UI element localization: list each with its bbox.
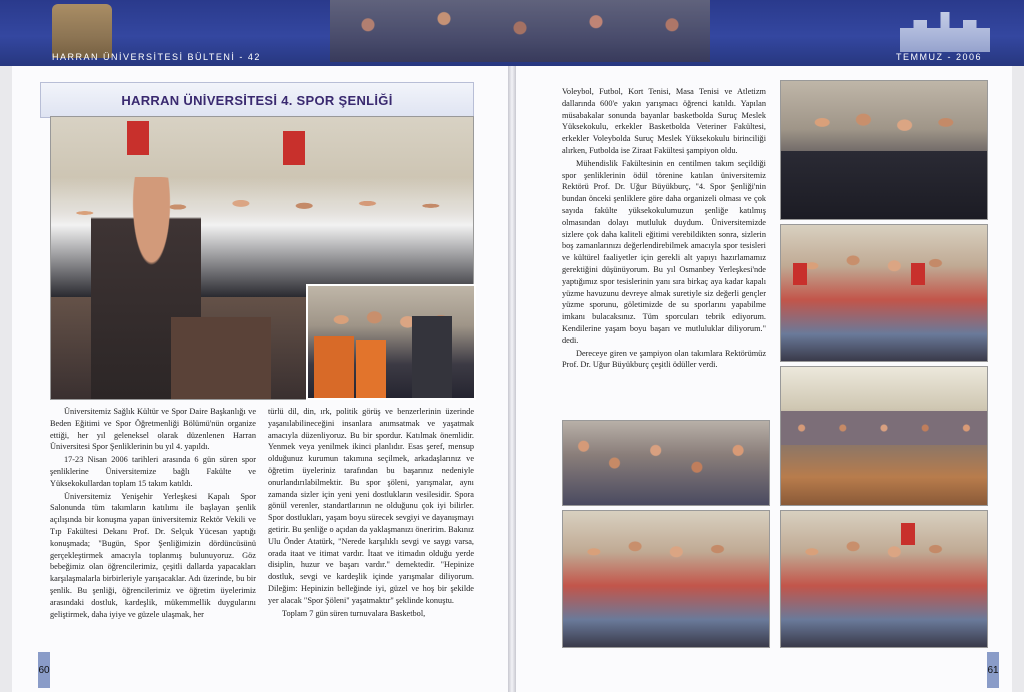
photo-basketball-team <box>780 224 988 362</box>
text-column-3 <box>562 86 766 372</box>
photo-audience-crowd <box>562 420 770 506</box>
paragraph: türlü dil, din, ırk, politik görüş ve benzerlerinin üzerinde yaşanılabilineceğini insanlara anımsatmak ve yaşatmak amacıyla düzenliyoruz. Bu bir spordur. Katılmak önemlidir. Yenmek veya yenilmek ikinci planlıdır. Esas şeref, mensup olduğunuz kurumun takımına seçilmek, arkadaşlarınız ve öğretim üyeleriniz tarafından bu başarınız nedeniyle onurlandırılabilmektir. Bu spor şöleni, yarışmalar, aynı zamanda sizler için yeni yeni dostlukların vesilesidir. Spora gönül verenler, standartlarının ne olduğunu çok iyi bilirler. Spor dostlukları, yaşam boyu sürecek sevgiyi ve dayanışmayı getirir. Bu şenliğe o açıdan da yaklaşmanızı öneririm. Bakınız Ulu Önder Atatürk, "Nerede karşılıklı sevgi ve saygı varsa, orada itaat ve itimat vardır. İtaat ve itimadın olduğu yerde disiplin, huzur ve başarı vardır." demektedir. "Hepinize dostluk, sevgi ve kardeşlik içinde yarışmalar diliyorum. Dileğim: Hepinizin belleğinde iyi, güzel ve hoş bir şekilde yer alacak "Spor Şöleni" yaşatmaktır" şeklinde konuştu. <box>268 407 474 605</box>
photo-volleyball-team <box>562 510 770 648</box>
photo-volleyball-court <box>780 366 988 506</box>
flag-image <box>283 131 305 165</box>
article-title-box <box>40 82 474 118</box>
castle-logo-image <box>900 12 990 52</box>
header-banner <box>0 0 1024 66</box>
flag-image <box>127 121 149 155</box>
paragraph: Dereceye giren ve şampiyon olan takımlara Rektörümüz Prof. Dr. Uğur Büyükburç çeşitli ödüller verdi. <box>562 348 766 370</box>
paragraph: Toplam 7 gün süren turnuvalara Basketbol, <box>282 608 426 618</box>
statues-image <box>52 4 112 58</box>
photo-officials-seated <box>780 80 988 220</box>
article-title: HARRAN ÜNİVERSİTESİ 4. SPOR ŞENLİĞİ <box>121 92 393 108</box>
header-issue-date: TEMMUZ - 2006 <box>895 52 982 62</box>
paragraph: Voleybol, Futbol, Kort Tenisi, Masa Tenisi ve Atletizm dallarında 600'e yakın yarışmacı öğrenci katıldı. Yapılan müsabakalar sonunda bayanlar basketbolda Suruç Meslek Yüksekokulu, erkekler Basketbolda Veteriner Fakültesi, erkekler Voleybolda Suruç Meslek Yüksekokulu birinciliği alırken, Futbolda ise Ziraat Fakültesi şampiyon oldu. <box>562 87 766 155</box>
paragraph: 17-23 Nisan 2006 tarihleri arasında 6 gün süren spor şenliklerine Üniversitemize bağlı Fakülte ve Yüksekokullardan toplam 15 takım katıldı. <box>50 455 256 488</box>
flag-image <box>911 263 925 285</box>
photo-women-team <box>780 510 988 648</box>
page-number-left: 60 <box>38 652 50 688</box>
flag-image <box>901 523 915 545</box>
text-column-2 <box>268 406 474 620</box>
page-number-right: 61 <box>987 652 999 688</box>
paragraph: Mühendislik Fakültesinin en centilmen takım seçildiği spor şenliklerinin ödül törenine katılan üniversitemiz Rektörü Prof. Dr. Uğur Büyükburç, "4. Spor Şenliği'nin bundan önceki şenliklere göre daha organizeli olması ve çok sayıda fakülte yüksekokulumuzun şenliğe katılmış olmasından dolayı mutluluk duydum. Üniversitemizde sizlere çok daha kaliteli eğitimi verebildikten sonra, sizlerin boş zamanlarınızı değerlendirebilmek amacıyla spor tesisleri ve kültürel faaliyetler için gerekli alt yapıyı hazırlamamız gerektiğini düşünüyorum. Bu yıl Osmanbey Yerleşkesi'nde yaptığımız spor tesislerinin yanı sıra birkaç aya kadar kapalı yüzme havuzunu devreye almak suretiyle siz değerli gençler yüzme sporunu, göletimizde de su sporlarını yapabilme imkanı bulacaksınız. Tüm sporcuları tebrik ediyorum. Kendilerine yaşam boyu başarı ve mutluluklar diliyorum." dedi. <box>562 158 766 345</box>
flag-image <box>793 263 807 285</box>
crowd-banner-image <box>330 0 710 62</box>
inset-award-photo <box>306 284 476 400</box>
paragraph: Üniversitemiz Yenişehir Yerleşkesi Kapalı Spor Salonunda tüm takımların katılımı ile başlayan şenlik açılışında bir konuşma yapan üniversitemiz Rektör Vekili ve Tıp Fakültesi Dekanı Prof. Dr. Selçuk Yücesan yaptığı konuşmada; "Bugün, Spor Şenliğimizin dördüncüsünü gerçekleştirmek amacıyla toplanmış bulunuyoruz. Göz bebeğimiz olan öğrencilerimiz, çeşitli dallarda yapacakları karşılaşmalarla birbirleriyle yarışacaklar. Adı üzerinde, bu bir şenlik. Bu şenliği, öğrencilerimiz ve öğretim üyelerimiz arasındaki dostluk, kardeşlik, mükemmellik duygularını geliştirmek, daha iyiye ve güzele ulaşmak, her <box>50 491 256 619</box>
text-column-1 <box>50 406 256 621</box>
paragraph: Üniversitemiz Sağlık Kültür ve Spor Daire Başkanlığı ve Beden Eğitimi ve Spor Öğretmenliği Bölümü'nün organize ettiği, her yıl geleneksel olarak düzenlenen Harran Üniversitesi Spor Şenliklerinin bu yıl 4. yapıldı. <box>50 407 256 452</box>
header-publication-title: HARRAN ÜNİVERSİTESİ BÜLTENİ - 42 <box>52 52 261 62</box>
page-spine <box>508 66 516 692</box>
